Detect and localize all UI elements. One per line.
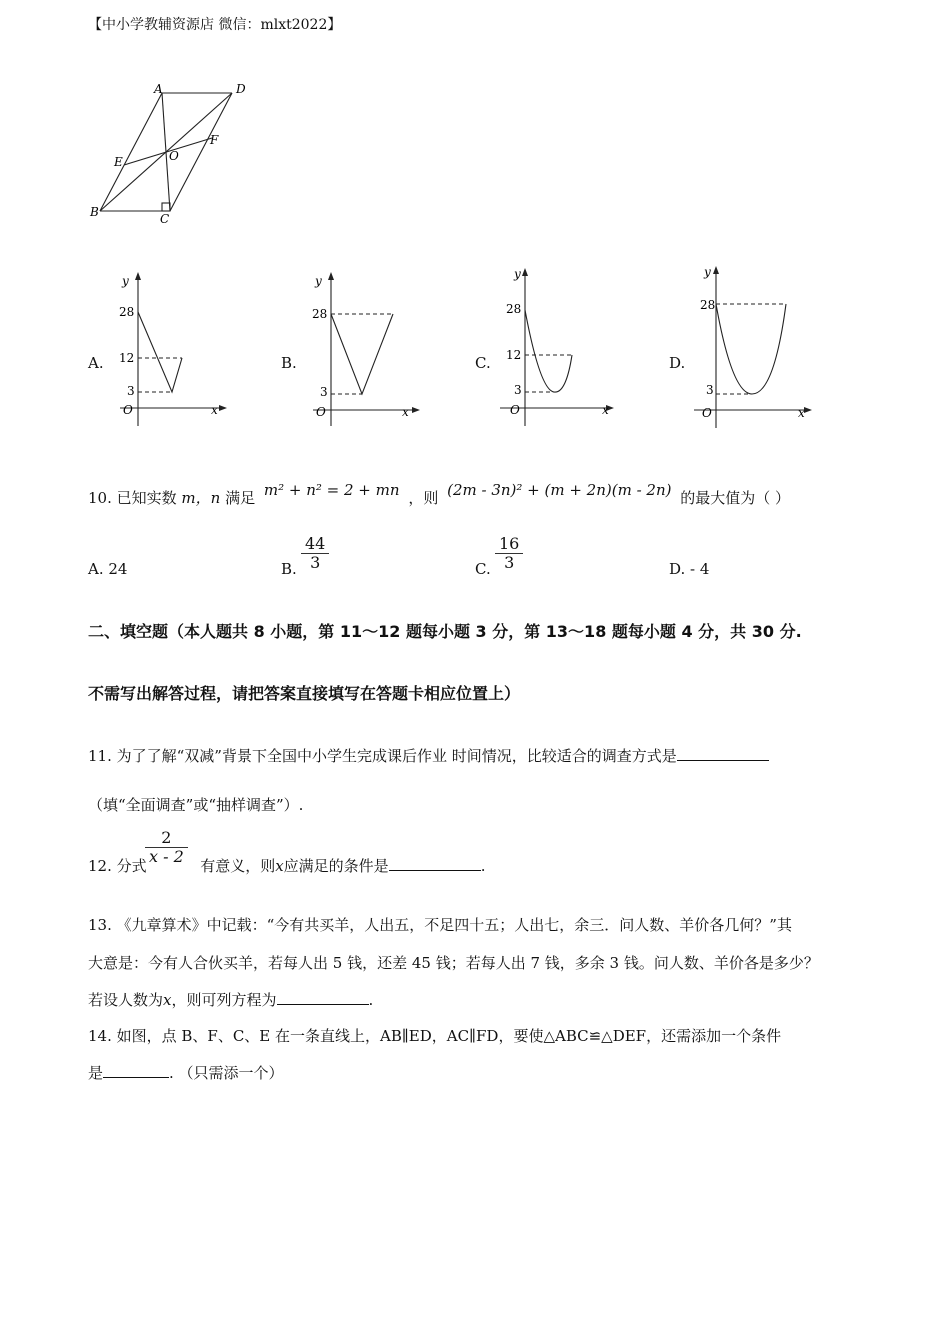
q10-cond-word: 满足 xyxy=(225,489,256,507)
header-watermark: 【中小学教辅资源店 微信：mlxt2022】 xyxy=(88,17,342,33)
q14-line1: 14. 如图，点 B、F、C、E 在一条直线上，AB∥ED，AC∥FD，要使△ABC≌△DEF，还需添加一个条件 xyxy=(88,1027,782,1045)
fraction-numerator: 16 xyxy=(495,535,523,554)
q11-line2: （填“全面调查”或“抽样调查”）. xyxy=(88,796,304,814)
option-value: 24 xyxy=(108,560,128,578)
x-axis-label: x xyxy=(798,406,805,420)
fraction-denominator: 3 xyxy=(310,553,321,572)
label-D: D xyxy=(236,82,246,96)
q12-tail: 应满足的条件是 xyxy=(283,857,389,875)
section2-heading-line1: 二、填空题（本人题共 8 小题，第 11～12 题每小题 3 分，第 13～18 题每小题 4 分，共 30 分. xyxy=(88,622,802,641)
q13-tail: ，则可列方程为 xyxy=(171,991,277,1009)
option-value: - 4 xyxy=(690,560,710,578)
option-c-letter: C. xyxy=(475,354,491,372)
tick-28: 28 xyxy=(700,298,716,312)
label-F: F xyxy=(210,133,219,147)
y-axis-label: y xyxy=(704,265,711,279)
q10-then: ，则 xyxy=(408,489,439,507)
q13-answer-blank[interactable] xyxy=(277,990,369,1005)
q12-var: x xyxy=(275,857,284,875)
q13-line1: 13. 《九章算术》中记载：“今有共买羊，人出五，不足四十五；人出七，余三．问人数、羊价各几何？”其 xyxy=(88,916,792,934)
label-O: O xyxy=(169,149,179,163)
graph-option-c xyxy=(492,262,622,430)
q10-expression: (2m - 3n)² + (m + 2n)(m - 2n) xyxy=(447,481,672,499)
label-A: A xyxy=(154,82,163,96)
q12-fraction xyxy=(145,829,188,866)
tick-3: 3 xyxy=(127,384,135,398)
parallelogram-figure xyxy=(80,78,270,228)
tick-12: 12 xyxy=(506,348,522,362)
q11-line1 xyxy=(88,745,769,766)
origin-label: O xyxy=(510,403,520,417)
graph-option-b xyxy=(298,268,428,433)
q10-option-d xyxy=(669,560,709,578)
origin-label: O xyxy=(316,405,326,419)
q14-tail: . （只需添一个） xyxy=(169,1064,284,1082)
origin-label: O xyxy=(123,403,133,417)
tick-28: 28 xyxy=(119,305,135,319)
q13-line3 xyxy=(88,989,373,1010)
q10-option-c-letter: C. xyxy=(475,560,491,578)
section2-heading-line2: 不需写出解答过程，请把答案直接填写在答题卡相应位置上） xyxy=(88,684,521,703)
q13-end: . xyxy=(368,991,374,1009)
q10-option-b-fraction xyxy=(301,535,329,572)
q11-text: 11. 为了了解“双减”背景下全国中小学生完成课后作业 时间情况，比较适合的调查方式是 xyxy=(88,747,677,765)
fraction-numerator: 2 xyxy=(145,829,188,848)
option-letter: D. xyxy=(669,560,686,578)
q14-lead: 是 xyxy=(88,1064,104,1082)
x-axis-label: x xyxy=(602,403,609,417)
q13-var: x xyxy=(163,991,172,1009)
y-axis-label: y xyxy=(122,274,129,288)
q10-tail: 的最大值为（ ） xyxy=(680,489,791,507)
q10-vars: m，n xyxy=(181,489,221,507)
fraction-denominator: 3 xyxy=(504,553,515,572)
y-axis-label: y xyxy=(315,274,322,288)
option-a-letter: A. xyxy=(88,354,104,372)
q13-lead: 若设人数为 xyxy=(88,991,164,1009)
tick-12: 12 xyxy=(119,351,135,365)
q13-line2: 大意是：今有人合伙买羊，若每人出 5 钱，还差 45 钱；若每人出 7 钱，多余 3 钱。问人数、羊价各是多少？ xyxy=(88,954,819,972)
q10-line xyxy=(88,481,791,508)
q14-answer-blank[interactable] xyxy=(103,1063,169,1078)
graph-option-d xyxy=(686,260,816,430)
label-B: B xyxy=(90,205,99,219)
y-axis-label: y xyxy=(514,267,521,281)
option-b-letter: B. xyxy=(281,354,297,372)
origin-label: O xyxy=(702,406,712,420)
q14-line2 xyxy=(88,1062,284,1083)
tick-3: 3 xyxy=(320,385,328,399)
tick-3: 3 xyxy=(706,383,714,397)
graph-option-a xyxy=(105,268,235,433)
q10-option-b-letter: B. xyxy=(281,560,297,578)
tick-28: 28 xyxy=(312,307,328,321)
tick-28: 28 xyxy=(506,302,522,316)
label-E: E xyxy=(114,155,123,169)
q10-option-a xyxy=(88,560,127,578)
q12-mid: 有意义，则 xyxy=(200,857,276,875)
q12-end: . xyxy=(480,857,486,875)
q12-answer-blank[interactable] xyxy=(389,856,481,871)
fraction-denominator: x - 2 xyxy=(149,847,184,866)
fraction-numerator: 44 xyxy=(301,535,329,554)
option-letter: A. xyxy=(88,560,104,578)
q10-condition: m² + n² = 2 + mn xyxy=(263,481,400,499)
x-axis-label: x xyxy=(211,403,218,417)
q10-option-c-fraction xyxy=(495,535,523,572)
option-d-letter: D. xyxy=(669,354,686,372)
q10-lead: 10. 已知实数 xyxy=(88,489,177,507)
q11-answer-blank[interactable] xyxy=(677,746,769,761)
tick-3: 3 xyxy=(514,383,522,397)
x-axis-label: x xyxy=(402,405,409,419)
label-C: C xyxy=(160,212,170,226)
q12-lead: 12. 分式 xyxy=(88,857,147,875)
